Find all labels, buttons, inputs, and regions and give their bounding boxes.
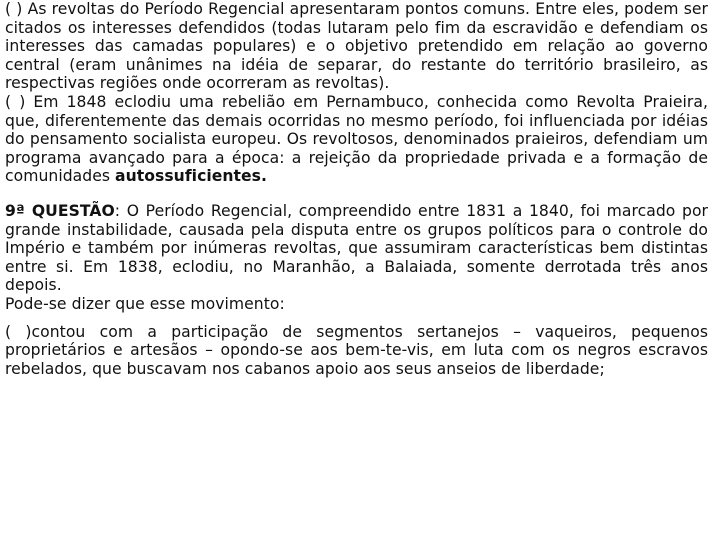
statement-item-1 — [5, 0, 708, 93]
statement-item-2-bold-end: autossuficientes. — [115, 167, 267, 186]
question-9-option-1-text: ( )contou com a participação de segmentos sertanejos – vaqueiros, pequenos proprietários e artesãos – opondo-se aos bem-te-vis, em luta com os negros escravos rebelados, que buscavam nos cabanos apoio aos seus anseios de liberdade; — [5, 322, 708, 378]
question-9-option-1 — [5, 323, 708, 379]
question-9-paragraph — [5, 202, 708, 295]
question-9-prompt — [5, 295, 708, 314]
question-9-body: O Período Regencial, compreendido entre 1831 a 1840, foi marcado por grande instabilidade, causada pela disputa entre os grupos políticos para o controle do Império e também por inúmeras revoltas, que assumiram características bem distintas entre si. Em 1838, eclodiu, no Maranhão, a Balaiada, somente derrotada três anos depois. — [5, 201, 708, 295]
statement-item-2 — [5, 93, 708, 186]
document-page — [5, 0, 708, 378]
question-9-heading: 9ª QUESTÃO — [5, 201, 115, 220]
statement-item-2-text: ( ) Em 1848 eclodiu uma rebelião em Pernambuco, conhecida como Revolta Praieira, que, diferentemente das demais ocorridas no mesmo período, foi influenciada por idéias do pensamento socialista europeu. Os revoltosos, denominados praieiros, defendiam um programa avançado para a época: a rejeição da propriedade privada e a formação de comunidades — [5, 92, 708, 186]
question-9-heading-colon: : — [114, 201, 121, 220]
statement-item-1-text: ( ) As revoltas do Período Regencial apresentaram pontos comuns. Entre eles, podem ser citados os interesses defendidos (todas lutaram pelo fim da escravidão e defendiam os interesses das camadas populares) e o objetivo pretendido em relação ao governo central (eram unânimes na idéia de separar, do restante do território brasileiro, as respectivas regiões onde ocorreram as revoltas). — [5, 0, 708, 93]
question-9-prompt-text: Pode-se dizer que esse movimento: — [5, 294, 285, 313]
